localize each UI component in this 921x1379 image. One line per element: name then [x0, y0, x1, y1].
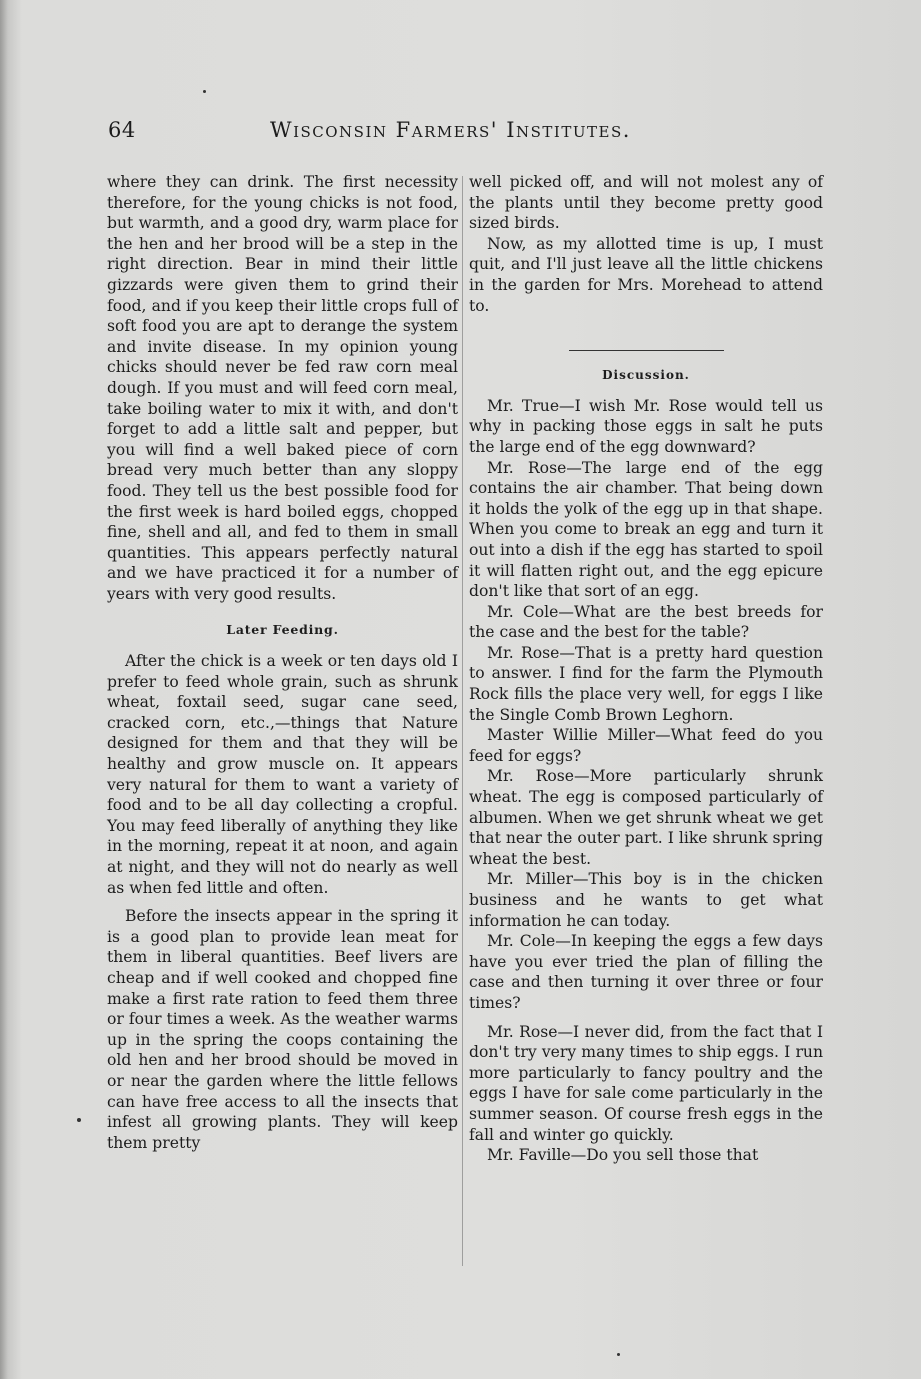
paragraph: where they can drink. The first necessity therefore, for the young chicks is not food, but warmth, and a good dry, warm place for the hen and her brood will be a step in the right direction. Bear in mind their little gizzards were given them to grind their food, and if you keep their little crops full of soft food you are apt to derange the system and invite disease. In my opinion young chicks should never be fed raw corn meal dough. If you must and will feed corn meal, take boiling water to mix it with, and don't forget to add a little salt and pepper, but you will find a well baked piece of corn bread very much better than any sloppy food. They tell us the best possible food for the first week is hard boiled eggs, chopped fine, shell and all, and fed to them in small quantities. This appears perfectly natural and we have practiced it for a number of years with very good results. — [107, 173, 458, 603]
section-heading: Later Feeding. — [226, 622, 339, 638]
speck-mark — [617, 1353, 620, 1356]
running-title: Wisconsin Farmers' Institutes. — [270, 118, 631, 142]
discussion-entry: Mr. Faville—Do you sell those that — [487, 1146, 759, 1165]
discussion-entry: Mr. Rose—That is a pretty hard question to answer. I find for the farm the Plymouth Rock fills the place very well, for eggs I like the Single Comb Brown Leghorn. — [469, 643, 823, 724]
discussion-entry: Master Willie Miller—What feed do you feed for eggs? — [469, 726, 823, 765]
discussion-heading: Discussion. — [602, 368, 690, 383]
right-column — [469, 172, 823, 1166]
column-divider — [462, 176, 463, 1266]
page-number: 64 — [108, 118, 136, 142]
discussion-entry: Mr. Cole—What are the best breeds for the case and the best for the table? — [469, 602, 823, 642]
paragraph: well picked off, and will not molest any of the plants until they become pretty good sized birds. — [469, 173, 823, 233]
paragraph: Before the insects appear in the spring it is a good plan to provide lean meat for them in liberal quantities. Beef livers are cheap and if well cooked and chopped fine make a first rate ration to feed them three or four times a week. As the weather warms up in the spring the coops containing the old hen and her brood should be moved in or near the garden where the little fellows can have free access to all the insects that infest all growing plants. They will keep them pretty — [107, 907, 458, 1152]
left-column — [107, 172, 458, 1153]
discussion-entry: Mr. Miller—This boy is in the chicken business and he wants to get what information he can today. — [469, 870, 823, 930]
section-rule — [569, 350, 724, 351]
discussion-entry: Mr. True—I wish Mr. Rose would tell us why in packing those eggs in salt he puts the large end of the egg downward? — [469, 396, 823, 456]
paragraph: After the chick is a week or ten days old I prefer to feed whole grain, such as shrunk wheat, foxtail seed, sugar cane seed, cracked corn, etc.,—things that Nature designed for them and that they will be healthy and grow muscle on. It appears very natural for them to want a variety of food and to be all day collecting a cropful. You may feed liberally of anything they like in the morning, repeat it at noon, and again at night, and they will not do nearly as well as when fed little and often. — [107, 652, 458, 897]
page-header — [108, 118, 824, 148]
paragraph: Now, as my allotted time is up, I must quit, and I'll just leave all the little chickens in the garden for Mrs. Morehead to attend to. — [469, 234, 823, 315]
discussion-entry: Mr. Rose—More particularly shrunk wheat. The egg is composed particularly of albumen. When we get shrunk wheat we get that near the outer part. I like shrunk spring wheat the best. — [469, 767, 823, 868]
speck-mark — [203, 90, 206, 93]
discussion-entry: Mr. Rose—I never did, from the fact that I don't try very many times to ship eggs. I run more particularly to fancy poultry and the eggs I have for sale come particularly in the summer season. Of course fresh eggs in the fall and winter go quickly. — [469, 1022, 823, 1144]
speck-mark — [77, 1118, 81, 1122]
discussion-entry: Mr. Rose—The large end of the egg contains the air chamber. That being down it holds the yolk of the egg up in that shape. When you come to break an egg and turn it out into a dish if the egg has started to spoil it will flatten right out, and the egg epicure don't like that sort of an egg. — [469, 458, 823, 601]
discussion-entry: Mr. Cole—In keeping the eggs a few days have you ever tried the plan of filling the case and then turning it over three or four times? — [469, 932, 823, 1012]
